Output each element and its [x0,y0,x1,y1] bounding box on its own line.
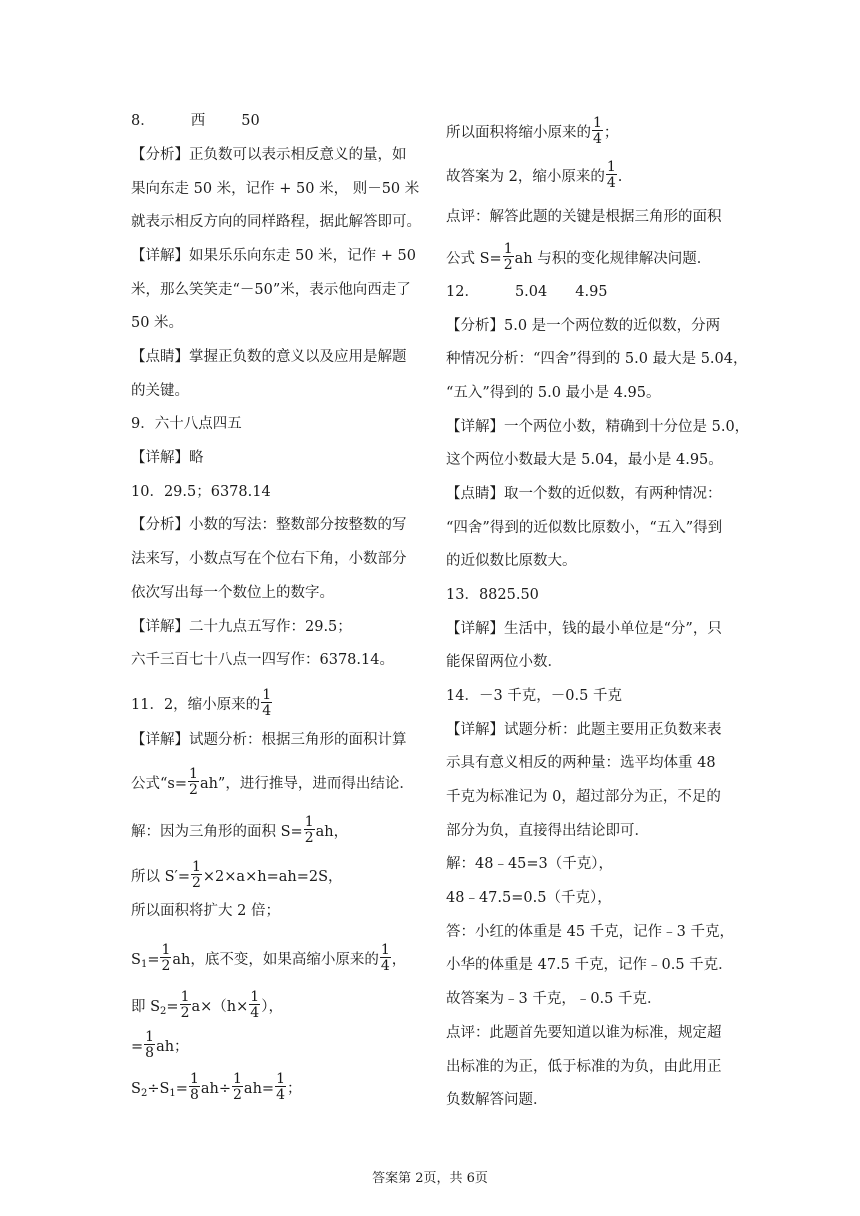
fraction [275,1072,286,1102]
subscript: 1 [169,1088,176,1099]
text-span: ， [391,952,407,968]
fraction-denominator: 2 [161,958,171,974]
fraction [380,943,391,973]
text-line: 千克为标准记为 0，超过部分为正，不足的 [446,789,721,805]
fraction [191,860,202,890]
text-line: 【点睛】取一个数的近似数，有两种情况： [446,486,722,502]
q12-answer-1: 5.04 [514,284,548,300]
text-line: 【详解】一个两位小数，精确到十分位是 5.0， [446,419,750,435]
text-span: ah”，进行推导，进而得出结论． [199,776,414,792]
text-line: 负数解答问题． [446,1092,548,1108]
q12-number: 12． [446,284,479,300]
text-line: 依次写出每一个数位上的数字。 [131,585,334,601]
text-span: 所以 S′= [131,869,190,885]
text-span: S [131,952,141,968]
q14-answer-line: 14．－3 千克，－0.5 千克 [446,688,622,704]
subscript: 2 [160,1006,167,1017]
text-line: 种情况分析：“四舍”得到的 5.0 最大是 5.04， [446,351,748,367]
text-line: 【详解】如果乐乐向东走 50 米，记作 + 50 [131,248,416,264]
fraction [180,990,191,1020]
q8-answer-1: 西 [190,113,206,129]
fraction-numerator: 1 [606,159,616,175]
fraction-numerator: 1 [189,766,198,782]
text-line: 出标准的为正，低于标准的为负，由此用正 [446,1059,722,1075]
page-footer: 答案第 2页，共 6页 [372,1171,488,1186]
q12-answer-2: 4.95 [575,284,608,300]
q12-answer-line [446,282,608,304]
fraction [592,116,603,146]
text-line: 所以面积将扩大 2 倍； [131,903,280,919]
formula-line [131,859,343,891]
text-line: 果向东走 50 米，记作 + 50 米， 则－50 米 [131,181,420,197]
text-span: 所以面积将缩小原来的 [446,125,591,141]
text-line: 故答案为﹣3 千克，﹣0.5 千克． [446,991,662,1007]
fraction [249,990,260,1020]
fraction-numerator: 1 [189,1071,199,1087]
fraction-denominator: 4 [380,958,390,974]
q8-answer-line [131,111,260,133]
fraction-numerator: 1 [262,687,272,703]
text-span: ÷S [147,1081,170,1097]
fraction-denominator: 2 [503,257,513,273]
fraction [606,160,617,190]
fraction [232,1072,243,1102]
fraction-denominator: 4 [593,131,602,147]
formula-line [131,942,407,974]
text-line: 【详解】试题分析：根据三角形的面积计算 [131,732,407,748]
text-span: ； [603,125,619,141]
text-span: 即 S [131,999,161,1015]
text-span: 解：因为三角形的面积 S= [131,824,303,840]
formula-line [131,1071,302,1103]
formula-line [131,1029,189,1061]
fraction-denominator: 2 [191,875,201,891]
text-line: 【详解】生活中，钱的最小单位是“分”，只 [446,621,722,637]
text-line: “四舍”得到的近似数比原数小，“五入”得到 [446,520,723,536]
text-line: 【分析】5.0 是一个两位数的近似数，分两 [446,318,721,334]
q9-answer-line: 9．六十八点四五 [131,416,242,432]
fraction-numerator: 1 [233,1071,242,1087]
fraction-numerator: 1 [380,942,390,958]
text-line: 的关键。 [131,383,189,399]
fraction [188,767,199,797]
fraction [304,815,315,845]
text-line: 就表示相反方向的同样路程，据此解答即可。 [131,214,421,230]
text-span: ah； [156,1039,189,1055]
fraction-denominator: 8 [189,1087,199,1103]
text-span: ah，底不变，如果高缩小原来的 [172,952,379,968]
text-line: 【分析】小数的写法：整数部分按整数的写 [131,517,407,533]
fraction [261,688,272,718]
fraction-denominator: 2 [189,782,198,798]
fraction-numerator: 1 [304,814,314,830]
q10-answer-line: 10．29.5；6378.14 [131,484,271,500]
fraction-numerator: 1 [161,942,171,958]
text-span: ah 与积的变化规律解决问题． [514,251,712,267]
formula-line [446,159,623,191]
text-line: 【详解】略 [131,450,204,466]
text-line: “五入”得到的 5.0 最小是 4.95。 [446,385,661,401]
fraction-denominator: 4 [262,703,272,719]
text-line: 的近似数比原数大。 [446,553,577,569]
q11-answer-text: 11．2，缩小原来的 [131,697,261,713]
text-line: 点评：解答此题的关键是根据三角形的面积 [446,209,722,225]
text-line: 这个两位小数最大是 5.04，最小是 4.95。 [446,452,723,468]
formula-line [131,766,414,798]
fraction-numerator: 1 [276,1071,285,1087]
text-line: 部分为负，直接得出结论即可． [446,823,649,839]
subscript: 1 [140,959,148,970]
q8-number: 8． [131,113,155,129]
subscript: 2 [140,1088,148,1099]
text-span: S [131,1081,141,1097]
text-span: = [175,1081,188,1097]
fraction-denominator: 4 [250,1005,260,1021]
text-line: 50 米。 [131,315,184,331]
text-line: 小华的体重是 47.5 千克，记作﹣0.5 千克． [446,957,733,973]
text-span: . [617,169,623,185]
fraction [189,1072,200,1102]
text-span: 公式“s= [131,776,188,792]
text-span: ×2×a×h=ah=2S， [202,869,343,885]
text-line: 【详解】试题分析：此题主要用正负数来表 [446,722,722,738]
text-span: ah= [243,1081,275,1097]
fraction-denominator: 8 [145,1045,155,1061]
fraction-denominator: 2 [304,830,314,846]
text-line: 米，那么笑笑走“－50”米，表示他向西走了 [131,282,411,298]
text-line: 【详解】二十九点五写作：29.5； [131,619,352,635]
text-span: ）， [261,999,283,1015]
formula-line [131,989,283,1021]
text-span: a×（h× [191,999,249,1015]
q8-answer-2: 50 [241,113,260,129]
q11-answer-line [131,687,273,719]
text-line: 点评：此题首先要知道以谁为标准，规定超 [446,1025,722,1041]
text-span: 故答案为 2，缩小原来的 [446,169,605,185]
text-line: 解：48﹣45=3（千克）， [446,856,614,872]
text-span: 公式 S= [446,251,502,267]
text-span: = [147,952,160,968]
fraction-numerator: 1 [145,1029,155,1045]
fraction-numerator: 1 [180,989,190,1005]
fraction-numerator: 1 [593,115,602,131]
formula-line [446,241,712,273]
formula-line [131,814,349,846]
text-span: = [131,1039,144,1055]
text-line: 【分析】正负数可以表示相反意义的量，如 [131,147,407,163]
fraction-denominator: 4 [276,1087,285,1103]
fraction [503,242,514,272]
fraction-numerator: 1 [503,241,513,257]
fraction-denominator: 2 [233,1087,242,1103]
fraction-denominator: 2 [180,1005,190,1021]
fraction [144,1030,155,1060]
q13-answer-line: 13．8825.50 [446,587,539,603]
fraction-denominator: 4 [606,175,616,191]
text-line: 法来写，小数点写在个位右下角，小数部分 [131,551,407,567]
text-span: ah， [315,824,349,840]
text-line: 六千三百七十八点一四写作：6378.14。 [131,652,394,668]
fraction-numerator: 1 [191,859,201,875]
formula-line [446,115,619,147]
text-line: 答：小红的体重是 45 千克，记作﹣3 千克， [446,924,735,940]
text-span: ah÷ [200,1081,231,1097]
text-line: 48﹣47.5=0.5（千克）， [446,890,612,906]
text-line: 【点睛】掌握正负数的意义以及应用是解题 [131,349,407,365]
text-span: = [166,999,179,1015]
text-span: ； [286,1081,302,1097]
text-line: 示具有意义相反的两种量：选平均体重 48 [446,755,716,771]
fraction-numerator: 1 [250,989,260,1005]
fraction [160,943,171,973]
text-line: 能保留两位小数． [446,654,562,670]
